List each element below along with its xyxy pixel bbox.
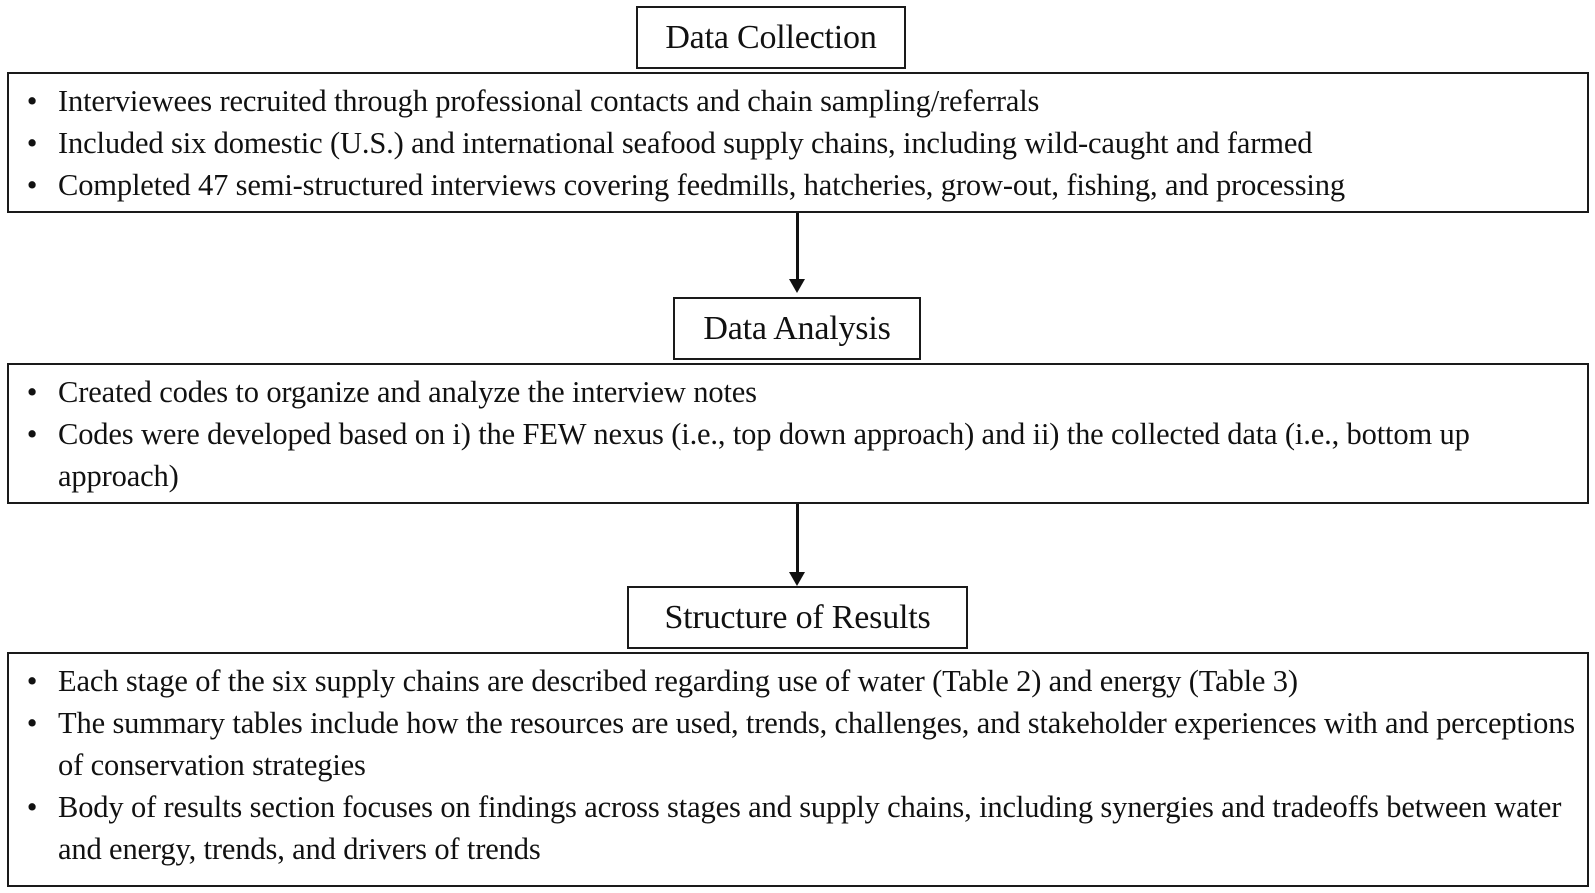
structure-of-results-title-text: Structure of Results	[664, 598, 931, 636]
data-collection-title	[636, 6, 906, 69]
structure-of-results-list	[9, 660, 1587, 870]
bullet-icon: •	[26, 790, 38, 824]
bullet-icon: •	[26, 168, 38, 202]
data-analysis-list	[9, 371, 1587, 497]
bullet-icon: •	[26, 664, 38, 698]
bullet-icon: •	[26, 706, 38, 740]
list-item: • Body of results section focuses on findings across stages and supply chains, including synergies and tradeoffs between water and energy, trends, and drivers of trends	[9, 786, 1587, 870]
list-item: • Codes were developed based on i) the FEW nexus (i.e., top down approach) and ii) the collected data (i.e., bottom up approach)	[9, 413, 1587, 497]
bullet-icon: •	[26, 375, 38, 409]
data-analysis-box	[7, 363, 1589, 504]
bullet-icon: •	[26, 417, 38, 451]
bullet-icon: •	[26, 126, 38, 160]
list-item: • Interviewees recruited through professional contacts and chain sampling/referrals	[9, 80, 1587, 122]
data-collection-title-text: Data Collection	[665, 18, 877, 56]
list-item: • The summary tables include how the resources are used, trends, challenges, and stakeholder experiences with and perceptions of conservation strategies	[9, 702, 1587, 786]
structure-of-results-title	[627, 586, 968, 649]
list-item: • Each stage of the six supply chains are described regarding use of water (Table 2) and energy (Table 3)	[9, 660, 1587, 702]
list-item: • Created codes to organize and analyze the interview notes	[9, 371, 1587, 413]
bullet-icon: •	[26, 84, 38, 118]
data-collection-list	[9, 80, 1587, 206]
structure-of-results-box	[7, 652, 1589, 887]
data-analysis-title	[673, 297, 921, 360]
list-item: • Included six domestic (U.S.) and international seafood supply chains, including wild-caught and farmed	[9, 122, 1587, 164]
data-analysis-title-text: Data Analysis	[703, 309, 891, 347]
list-item: • Completed 47 semi-structured interviews covering feedmills, hatcheries, grow-out, fishing, and processing	[9, 164, 1587, 206]
data-collection-box	[7, 72, 1589, 213]
